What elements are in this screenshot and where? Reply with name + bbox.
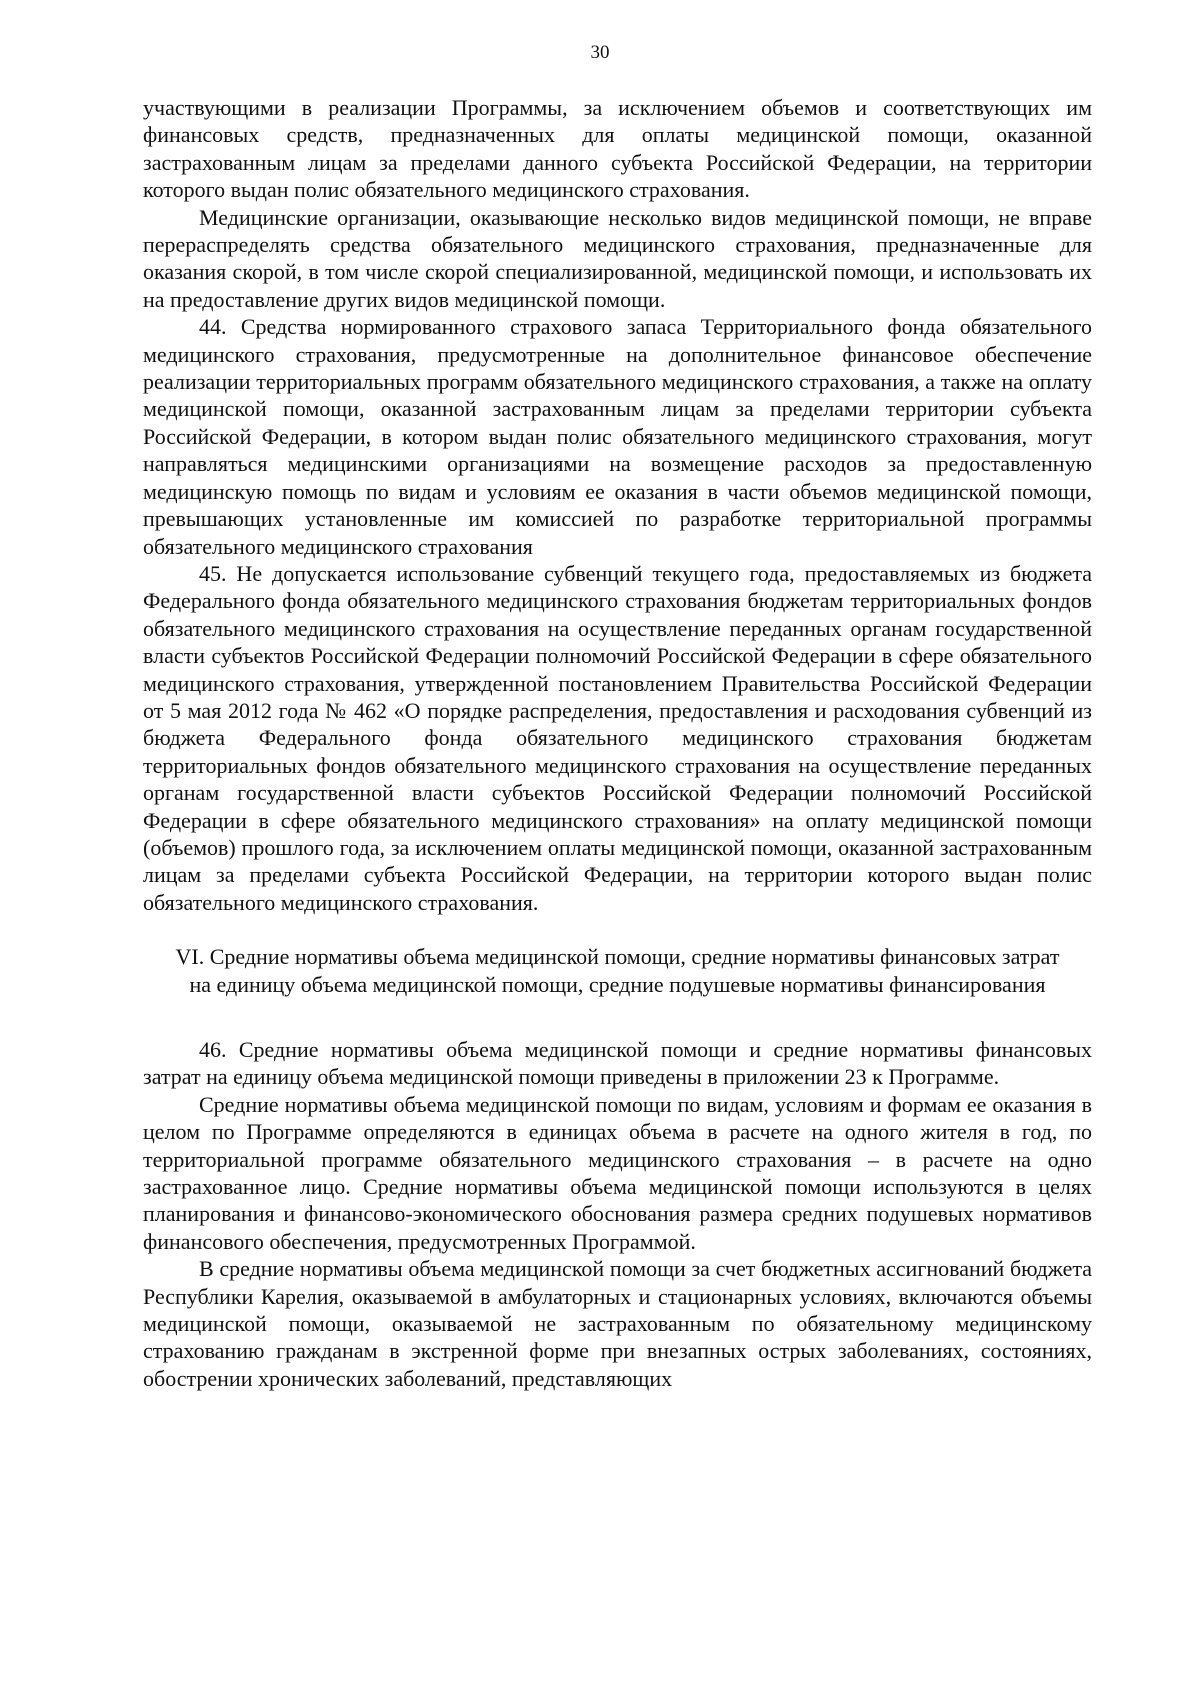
paragraph-44: 44. Средства нормированного страхового запаса Территориального фонда обязательного медицинского страхования, предусмотренные на дополнительное финансовое обеспечение реализации территориальных программ обязательного медицинского страхования, а также на оплату медицинской помощи, оказанной застрахованным лицам за пределами территории субъекта Российской Федерации, в котором выдан полис обязательного медицинского страхования, могут направляться медицинскими организациями на возмещение расходов за предоставленную медицинскую помощь по видам и условиям ее оказания в части объемов медицинской помощи, превышающих установленные им комиссией по разработке территориальной программы обязательного медицинского страхования	[143, 314, 1092, 559]
document-body	[143, 94, 1092, 1392]
page-number: 30	[590, 42, 610, 63]
paragraph-continuation: участвующими в реализации Программы, за исключением объемов и соответствующих им финансовых средств, предназначенных для оплаты медицинской помощи, оказанной застрахованным лицам за пределами данного субъекта Российской Федерации, на территории которого выдан полис обязательного медицинского страхования.	[143, 95, 1092, 203]
paragraph-medical-organizations: Медицинские организации, оказывающие несколько видов медицинской помощи, не вправе перераспределять средства обязательного медицинского страхования, предназначенные для оказания скорой, в том числе скорой специализированной, медицинской помощи, и использовать их на предоставление других видов медицинской помощи.	[143, 204, 1092, 312]
paragraph-volume-norms: Средние нормативы объема медицинской помощи по видам, условиям и формам ее оказания в целом по Программе определяются в единицах объема в расчете на одного жителя в год, по территориальной программе обязательного медицинского страхования – в расчете на одно застрахованное лицо. Средние нормативы объема медицинской помощи используются в целях планирования и финансово-экономического обоснования размера средних подушевых нормативов финансового обеспечения, предусмотренных Программой.	[143, 1091, 1092, 1254]
paragraph-46: 46. Средние нормативы объема медицинской помощи и средние нормативы финансовых затрат на единицу объема медицинской помощи приведены в приложении 23 к Программе.	[143, 1037, 1092, 1090]
paragraph-45: 45. Не допускается использование субвенций текущего года, предоставляемых из бюджета Федерального фонда обязательного медицинского страхования бюджетам территориальных фондов обязательного медицинского страхования на осуществление переданных органам государственной власти субъектов Российской Федерации полномочий Российской Федерации в сфере обязательного медицинского страхования, утвержденной постановлением Правительства Российской Федерации от 5 мая 2012 года № 462 «О порядке распределения, предоставления и расходования субвенций из бюджета Федерального фонда обязательного медицинского страхования бюджетам территориальных фондов обязательного медицинского страхования на осуществление переданных органам государственной власти субъектов Российской Федерации полномочий Российской Федерации в сфере обязательного медицинского страхования» на оплату медицинской помощи (объемов) прошлого года, за исключением оплаты медицинской помощи, оказанной застрахованным лицам за пределами субъекта Российской Федерации, на территории которого выдан полис обязательного медицинского страхования.	[143, 560, 1092, 915]
paragraph-budget-norms: В средние нормативы объема медицинской помощи за счет бюджетных ассигнований бюджета Республики Карелия, оказываемой в амбулаторных и стационарных условиях, включаются объемы медицинской помощи, оказываемой не застрахованным по обязательному медицинскому страхованию гражданам в экстренной форме при внезапных острых заболеваниях, состояниях, обострении хронических заболеваний, представляющих	[143, 1256, 1092, 1391]
section-heading-vi: VI. Средние нормативы объема медицинской помощи, средние нормативы финансовых затрат на единицу объема медицинской помощи, средние подушевые нормативы финансирования	[175, 944, 1060, 997]
